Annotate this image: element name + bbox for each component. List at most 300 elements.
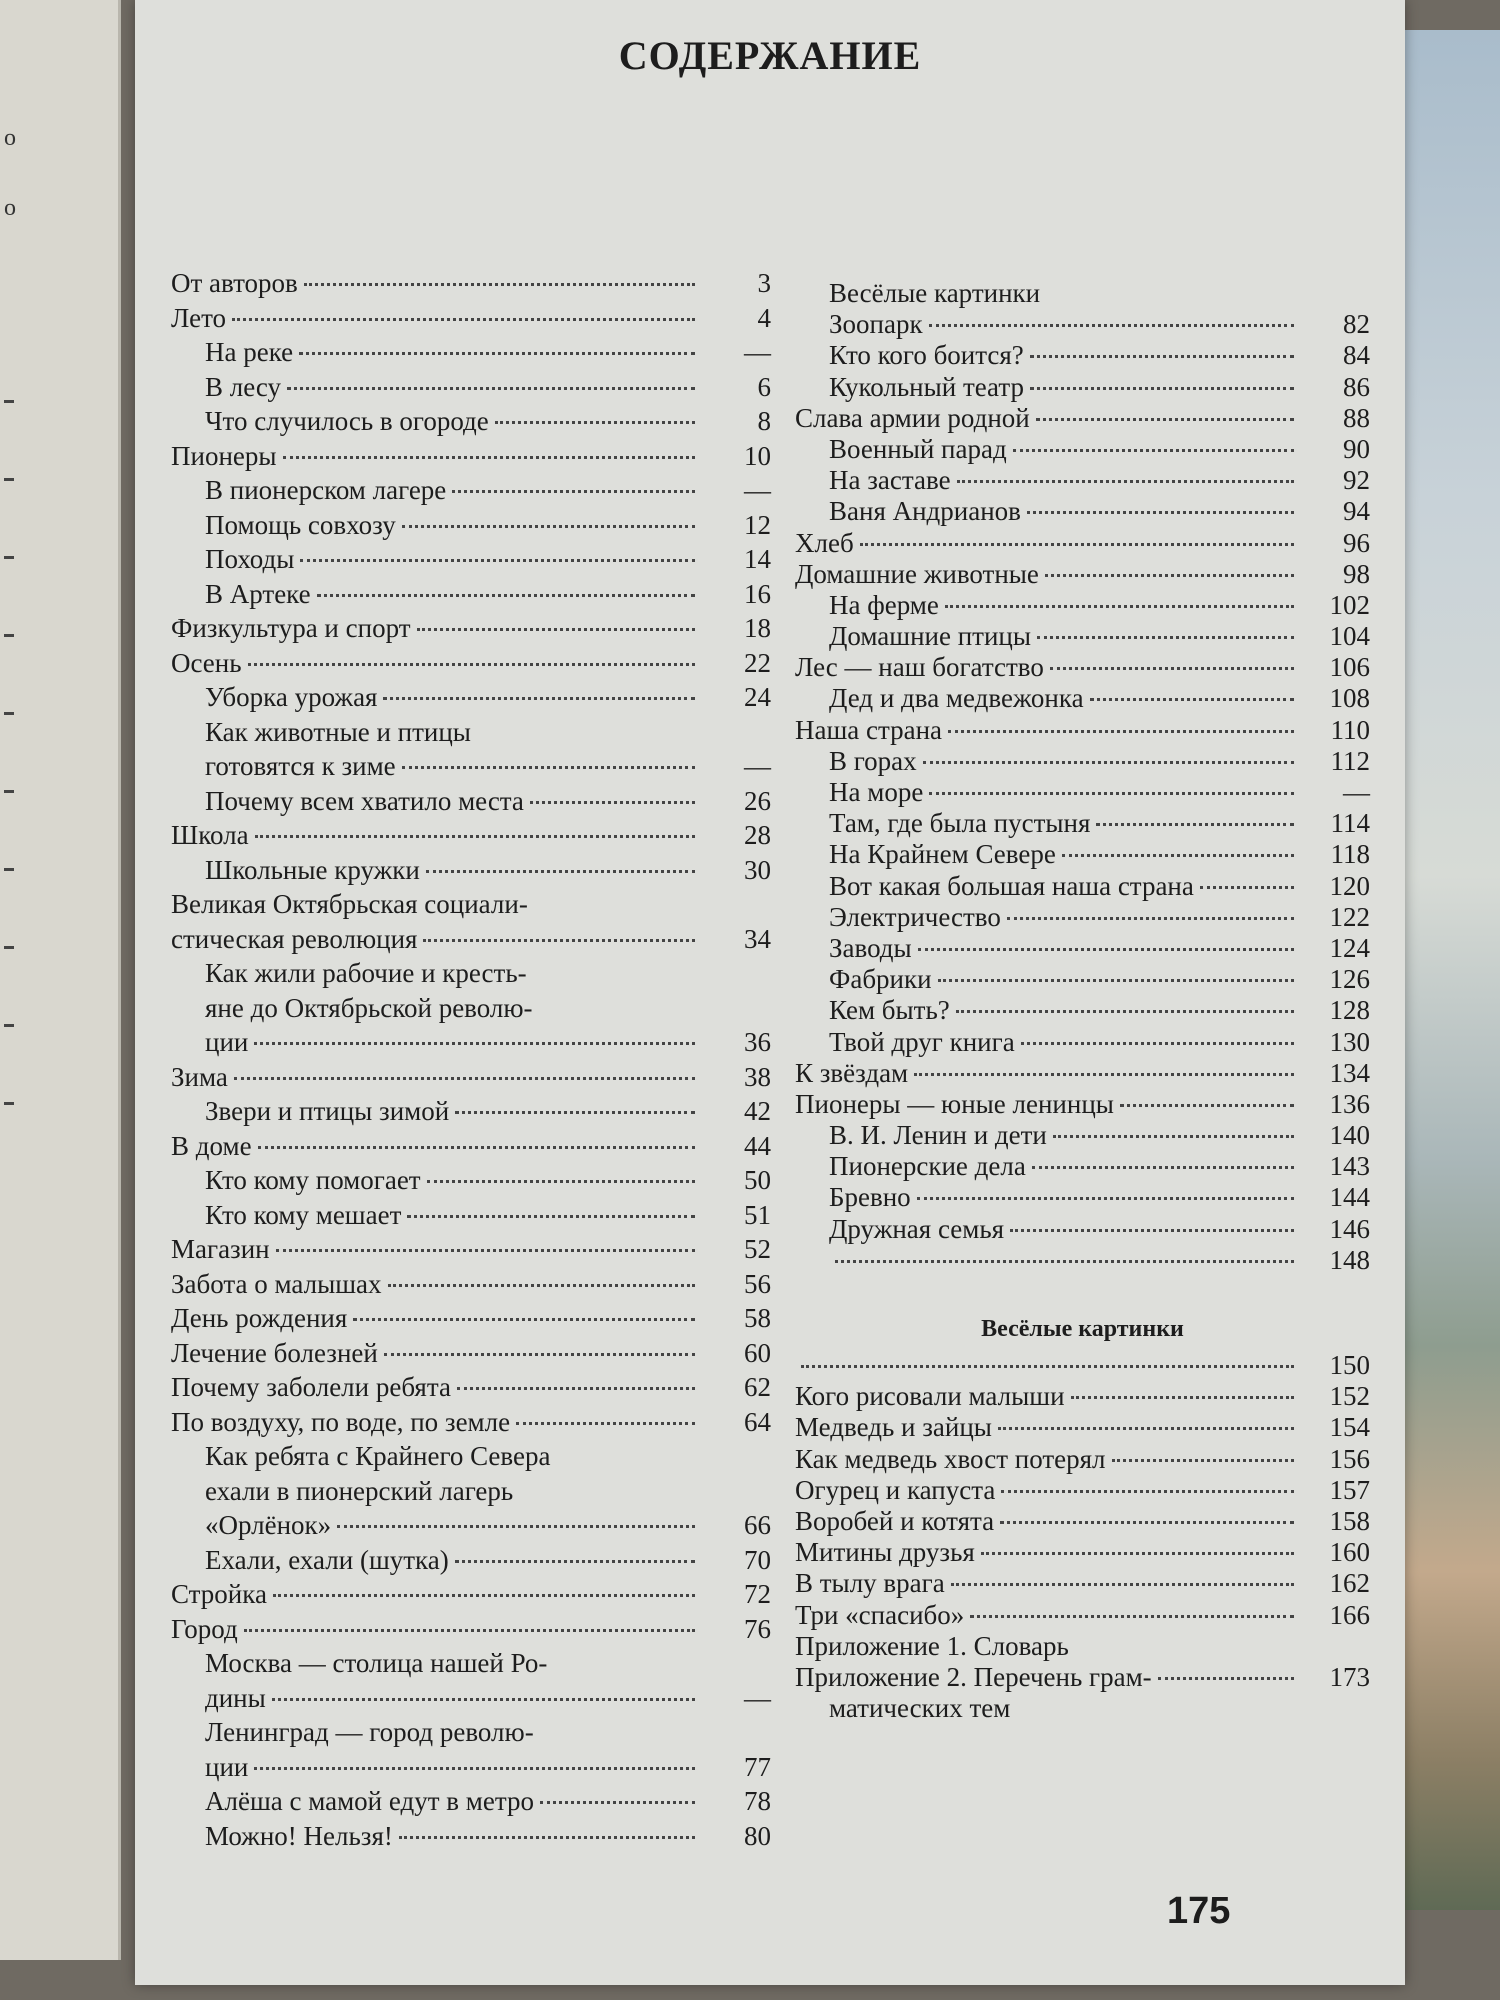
toc-entry-page: 36 — [744, 1027, 771, 1057]
dot-leader — [534, 906, 695, 907]
toc-entry-page: 14 — [744, 544, 771, 574]
toc-entry — [795, 1182, 1370, 1213]
toc-entry — [171, 510, 771, 545]
dot-leader — [1090, 697, 1294, 701]
page-number: 175 — [1167, 1890, 1231, 1932]
toc-entry-title: Кто кому мешает — [205, 1199, 402, 1230]
dot-leader — [540, 1734, 695, 1735]
toc-entry-page: 134 — [1329, 1057, 1370, 1088]
toc-entry-title: Звери и птицы зимой — [205, 1096, 450, 1126]
dot-leader — [383, 696, 695, 700]
toc-entry — [795, 1412, 1370, 1443]
dot-leader — [1200, 885, 1294, 889]
toc-entry — [795, 528, 1370, 559]
toc-entry-title: ехали в пионерский лагерь — [205, 1475, 514, 1506]
toc-entry-title: Физкультура и спорт — [171, 613, 411, 643]
toc-entry-page: 94 — [1343, 496, 1370, 527]
toc-entry-page: 6 — [757, 371, 771, 402]
toc-entry — [171, 1441, 771, 1476]
toc-entry-page: 38 — [744, 1061, 771, 1092]
dot-leader — [232, 317, 695, 321]
toc-entry-title: готовятся к зиме — [205, 751, 396, 781]
edge-mark — [4, 712, 14, 715]
toc-entry — [795, 340, 1370, 371]
toc-entry-title: Огурец и капуста — [795, 1474, 996, 1505]
dot-leader — [556, 1458, 695, 1459]
toc-entry-page: 130 — [1329, 1026, 1370, 1057]
toc-entry — [795, 1444, 1370, 1475]
toc-entry-title: Как жили рабочие и кресть- — [205, 958, 527, 988]
toc-entry-title: Как ребята с Крайнего Севера — [205, 1441, 551, 1471]
toc-entry — [171, 1165, 771, 1200]
toc-entry — [795, 1475, 1370, 1506]
toc-entry — [795, 1693, 1370, 1724]
dot-leader — [540, 1800, 695, 1804]
dot-leader — [234, 1076, 695, 1080]
toc-entry-title: Почему заболели ребята — [171, 1372, 451, 1402]
toc-entry-page: 78 — [744, 1786, 771, 1816]
dot-leader — [317, 593, 695, 597]
toc-entry-title: На заставе — [829, 465, 951, 496]
toc-entry — [795, 1600, 1370, 1631]
toc-entry-title: Бревно — [829, 1182, 911, 1213]
toc-entry-page: 76 — [744, 1613, 771, 1644]
toc-entry-page: 12 — [744, 509, 771, 540]
toc-entry-page: 128 — [1329, 995, 1370, 1026]
toc-entry-title: матических тем — [829, 1693, 1011, 1724]
toc-entry — [171, 1786, 771, 1821]
dot-leader — [423, 938, 695, 942]
toc-entry — [171, 993, 771, 1028]
dot-leader — [1030, 386, 1294, 390]
toc-entry-title: Фабрики — [829, 964, 932, 995]
toc-entry — [795, 1089, 1370, 1120]
dot-leader — [553, 1665, 695, 1666]
toc-entry — [171, 1372, 771, 1407]
toc-entry — [795, 1214, 1370, 1245]
dot-leader — [519, 1493, 695, 1494]
dot-leader — [258, 1145, 695, 1149]
toc-entry — [171, 303, 771, 338]
toc-entry-page: 102 — [1329, 589, 1370, 620]
dot-leader — [1036, 417, 1294, 421]
toc-entry-title: В пионерском лагере — [205, 475, 447, 505]
toc-entry — [171, 1717, 771, 1752]
toc-entry — [795, 1058, 1370, 1089]
dot-leader — [273, 1593, 695, 1597]
toc-entry-page: 173 — [1329, 1661, 1370, 1692]
toc-entry-title: Помощь совхозу — [205, 509, 396, 540]
toc-entry — [795, 559, 1370, 590]
edge-glyph: о — [4, 125, 16, 151]
toc-entry-page: 148 — [1329, 1244, 1370, 1275]
dot-leader — [801, 1364, 1294, 1368]
dot-leader — [417, 627, 695, 631]
toc-entry-page: 143 — [1329, 1151, 1370, 1182]
dot-leader — [998, 1426, 1294, 1430]
dot-leader — [957, 479, 1294, 483]
dot-leader — [477, 734, 695, 735]
toc-entry-page: 60 — [744, 1337, 771, 1368]
toc-entry-page: 56 — [744, 1268, 771, 1299]
adjacent-page-edge — [0, 0, 121, 1960]
toc-entry — [795, 278, 1370, 309]
toc-entry-page: 80 — [744, 1820, 771, 1851]
toc-entry — [795, 683, 1370, 714]
dot-leader — [388, 1283, 695, 1287]
toc-appendix-list — [795, 1350, 1370, 1724]
dot-leader — [956, 1009, 1294, 1013]
dot-leader — [970, 1614, 1294, 1618]
toc-entry-page: 108 — [1329, 683, 1370, 714]
toc-entry-title: Наша страна — [795, 714, 943, 745]
dot-leader — [1021, 1041, 1294, 1045]
toc-entry-title: Домашние животные — [795, 558, 1039, 589]
dot-leader — [1046, 295, 1294, 296]
toc-entry-page: — — [744, 751, 771, 781]
toc-entry-page: 30 — [744, 854, 771, 885]
toc-entry-page: 26 — [744, 785, 771, 816]
toc-entry-page: 51 — [744, 1199, 771, 1230]
toc-entry-title: В тылу врага — [795, 1568, 945, 1599]
edge-mark — [4, 790, 14, 793]
dot-leader — [399, 1835, 695, 1839]
toc-entry-page: 152 — [1329, 1381, 1370, 1412]
toc-entry-title: Лето — [171, 302, 227, 333]
toc-entry — [171, 648, 771, 683]
toc-entry-title: Походы — [205, 544, 295, 574]
toc-entry-page: 24 — [744, 682, 771, 712]
toc-entry — [795, 590, 1370, 621]
toc-entry — [171, 1510, 771, 1545]
toc-entry — [795, 902, 1370, 933]
toc-entry — [795, 746, 1370, 777]
dot-leader — [283, 455, 695, 459]
toc-entry — [171, 1200, 771, 1235]
toc-entry-page: 90 — [1343, 433, 1370, 464]
dot-leader — [457, 1386, 695, 1390]
toc-entry — [171, 544, 771, 579]
toc-entry — [795, 808, 1370, 839]
toc-entry-title: Три «спасибо» — [795, 1599, 965, 1630]
toc-entry-page: 62 — [744, 1372, 771, 1402]
toc-entry-title: Школа — [171, 820, 249, 850]
dot-leader — [299, 351, 695, 355]
dot-leader — [254, 1041, 695, 1045]
dot-leader — [452, 489, 695, 493]
dot-leader — [923, 760, 1294, 764]
toc-entry-page: 22 — [744, 647, 771, 678]
toc-entry-title: Заводы — [829, 932, 912, 963]
toc-entry-page: — — [744, 1682, 771, 1713]
dot-leader — [1010, 1228, 1294, 1232]
dot-leader — [1071, 1395, 1294, 1399]
toc-entry-title: Приложение 2. Перечень грам- — [795, 1661, 1152, 1692]
toc-entry-title: Там, где была пустыня — [829, 808, 1091, 839]
toc-entry-title: На море — [829, 777, 924, 807]
toc-entry-title: Пионеры — юные ленинцы — [795, 1088, 1114, 1119]
toc-entry-page: 28 — [744, 820, 771, 850]
toc-entry — [171, 1648, 771, 1683]
dot-leader — [981, 1551, 1294, 1555]
toc-entry-page: 126 — [1329, 964, 1370, 995]
toc-entry-page: 4 — [757, 302, 771, 333]
toc-entry-title: Вот какая большая наша страна — [829, 870, 1194, 901]
toc-entry-title: Магазин — [171, 1234, 270, 1264]
toc-entry-title: ции — [205, 1751, 249, 1782]
toc-entry-page: 157 — [1329, 1474, 1370, 1505]
toc-entry-page: 88 — [1343, 402, 1370, 433]
toc-entry-page: 160 — [1329, 1537, 1370, 1568]
dot-leader — [929, 323, 1294, 327]
dot-leader — [384, 1352, 695, 1356]
toc-entry — [795, 652, 1370, 683]
dot-leader — [337, 1524, 695, 1528]
toc-entry — [795, 1350, 1370, 1381]
edge-mark — [4, 400, 14, 403]
toc-entry — [795, 1027, 1370, 1058]
toc-entry-title: Лечение болезней — [171, 1337, 378, 1368]
dot-leader — [948, 729, 1294, 733]
dot-leader — [539, 1010, 695, 1011]
toc-entry-page: 144 — [1329, 1182, 1370, 1213]
toc-entry — [795, 839, 1370, 870]
toc-entry-page: 140 — [1329, 1120, 1370, 1151]
dot-leader — [1013, 448, 1294, 452]
toc-entry — [795, 434, 1370, 465]
toc-entry-title: По воздуху, по воде, по земле — [171, 1406, 511, 1437]
dot-leader — [254, 1766, 695, 1770]
edge-mark — [4, 634, 14, 637]
dot-leader — [918, 947, 1294, 951]
toc-entry-title: Дружная семья — [829, 1213, 1005, 1244]
toc-entry-page: 64 — [744, 1406, 771, 1437]
section-heading: Весёлые картинки — [981, 1316, 1184, 1342]
toc-entry — [171, 1579, 771, 1614]
toc-entry-page: 77 — [744, 1751, 771, 1782]
toc-entry-page: 58 — [744, 1303, 771, 1333]
toc-entry-title: Ваня Андрианов — [829, 496, 1021, 527]
toc-entry-page: 82 — [1343, 309, 1370, 340]
toc-entry-title: В. И. Ленин и дети — [829, 1120, 1047, 1151]
dot-leader — [516, 1421, 695, 1425]
toc-entry — [171, 1062, 771, 1097]
toc-entry-page: 112 — [1330, 745, 1370, 776]
toc-entry-title: В горах — [829, 745, 917, 776]
book-page — [135, 0, 1405, 1985]
dot-leader — [951, 1582, 1294, 1586]
toc-entry-page: 114 — [1330, 808, 1370, 839]
toc-entry — [795, 1120, 1370, 1151]
toc-entry-title: яне до Октябрьской револю- — [205, 992, 533, 1023]
toc-entry-title: Что случилось в огороде — [205, 406, 489, 436]
dot-leader — [255, 834, 695, 838]
dot-leader — [1120, 1103, 1294, 1107]
toc-entry-title: дины — [205, 1682, 266, 1713]
dot-leader — [945, 604, 1294, 608]
toc-entry-title: Можно! Нельзя! — [205, 1820, 393, 1851]
toc-entry-page: — — [1343, 777, 1370, 807]
toc-entry — [795, 1568, 1370, 1599]
dot-leader — [248, 662, 695, 666]
toc-entry-title: На реке — [205, 337, 294, 367]
dot-leader — [929, 791, 1294, 795]
toc-entry-title: Алёша с мамой едут в метро — [205, 1786, 534, 1816]
toc-entry-page: 118 — [1330, 839, 1370, 870]
dot-leader — [402, 524, 695, 528]
toc-entry — [795, 995, 1370, 1026]
toc-entry-title: «Орлёнок» — [205, 1510, 332, 1540]
toc-entry-title: Уборка урожая — [205, 682, 378, 712]
dot-leader — [304, 282, 695, 286]
dot-leader — [917, 1196, 1294, 1200]
toc-entry-title: В Артеке — [205, 578, 311, 609]
toc-entry — [171, 613, 771, 648]
toc-entry — [171, 855, 771, 890]
toc-entry-page: 18 — [744, 613, 771, 643]
toc-entry-title: Москва — столица нашей Ро- — [205, 1648, 548, 1678]
toc-entry-title: Военный парад — [829, 433, 1007, 464]
toc-entry-title: Пионерские дела — [829, 1151, 1026, 1182]
dot-leader — [455, 1559, 695, 1563]
toc-entry — [171, 1303, 771, 1338]
toc-entry-page: 106 — [1329, 652, 1370, 683]
toc-entry-title: Медведь и зайцы — [795, 1412, 992, 1443]
toc-entry-title: К звёздам — [795, 1057, 909, 1088]
dot-leader — [1045, 573, 1294, 577]
toc-entry-title: Дед и два медвежонка — [829, 683, 1084, 714]
toc-entry-page: 104 — [1329, 621, 1370, 652]
toc-entry — [171, 1545, 771, 1580]
toc-entry-page: — — [744, 475, 771, 505]
toc-entry — [795, 1381, 1370, 1412]
dot-leader — [1007, 916, 1294, 920]
toc-entry-page: 98 — [1343, 558, 1370, 589]
toc-right-main-list — [795, 278, 1370, 1276]
toc-entry-page: 84 — [1343, 340, 1370, 371]
toc-entry-page: 156 — [1329, 1443, 1370, 1474]
toc-entry-page: 158 — [1329, 1505, 1370, 1536]
toc-entry-page: 166 — [1329, 1599, 1370, 1630]
toc-entry-title: Пионеры — [171, 440, 277, 471]
edge-glyph: о — [4, 195, 16, 221]
toc-entry — [171, 1131, 771, 1166]
toc-entry-title: Школьные кружки — [205, 854, 420, 885]
toc-entry — [795, 403, 1370, 434]
toc-entry-title: Кем быть? — [829, 995, 950, 1026]
dot-leader — [1062, 853, 1294, 857]
dot-leader — [530, 800, 695, 804]
toc-entry — [171, 475, 771, 510]
toc-entry-page: 66 — [744, 1510, 771, 1540]
toc-entry-title: Твой друг книга — [829, 1026, 1015, 1057]
toc-entry — [171, 1821, 771, 1856]
toc-entry-page: 44 — [744, 1130, 771, 1161]
toc-entry — [795, 777, 1370, 808]
toc-entry-title: Осень — [171, 647, 242, 678]
toc-entry-title: стическая революция — [171, 923, 418, 954]
toc-entry — [171, 1407, 771, 1442]
toc-entry-title: Почему всем хватило места — [205, 785, 524, 816]
toc-entry-title: Зима — [171, 1061, 228, 1092]
toc-entry — [171, 924, 771, 959]
toc-entry-page: 96 — [1343, 527, 1370, 558]
toc-entry — [171, 337, 771, 372]
toc-entry — [171, 1752, 771, 1787]
dot-leader — [455, 1110, 695, 1114]
toc-entry — [171, 1096, 771, 1131]
edge-mark — [4, 1102, 14, 1105]
toc-entry-title: Зоопарк — [829, 309, 923, 340]
dot-leader — [287, 386, 695, 390]
toc-entry-title: Хлеб — [795, 527, 854, 558]
dot-leader — [938, 978, 1294, 982]
toc-entry — [171, 717, 771, 752]
toc-entry-title: Забота о малышах — [171, 1268, 382, 1299]
toc-entry-page: 50 — [744, 1165, 771, 1195]
toc-entry — [795, 871, 1370, 902]
edge-mark — [4, 946, 14, 949]
toc-entry — [795, 1506, 1370, 1537]
toc-right-column — [795, 278, 1370, 1724]
toc-entry-title: День рождения — [171, 1303, 348, 1333]
dot-leader — [402, 765, 695, 769]
toc-entry-title: В доме — [171, 1130, 252, 1161]
toc-entry — [795, 621, 1370, 652]
toc-entry-page: 70 — [744, 1544, 771, 1575]
toc-entry-page: 146 — [1329, 1213, 1370, 1244]
toc-entry — [795, 465, 1370, 496]
toc-entry-title: Как животные и птицы — [205, 716, 471, 747]
toc-entry — [171, 751, 771, 786]
toc-entry — [795, 933, 1370, 964]
dot-leader — [427, 1179, 695, 1183]
toc-entry-title: В лесу — [205, 371, 282, 402]
cover-illustration — [1390, 30, 1500, 1910]
toc-entry-page: 92 — [1343, 465, 1370, 496]
toc-entry-page: 122 — [1329, 901, 1370, 932]
toc-entry-title: Воробей и котята — [795, 1505, 995, 1536]
toc-entry-title: Кукольный театр — [829, 371, 1024, 402]
toc-entry-title: Лес — наш богатство — [795, 652, 1044, 683]
dot-leader — [1032, 1165, 1294, 1169]
toc-entry-title: Весёлые картинки — [829, 278, 1041, 308]
toc-entry-page: 42 — [744, 1096, 771, 1126]
toc-entry-title: На ферме — [829, 589, 939, 620]
dot-leader — [495, 420, 695, 424]
toc-entry — [171, 372, 771, 407]
dot-leader — [300, 558, 695, 562]
dot-leader — [1030, 354, 1294, 358]
dot-leader — [1112, 1458, 1294, 1462]
toc-entry-title: Слава армии родной — [795, 402, 1030, 433]
toc-entry — [171, 682, 771, 717]
dot-leader — [1053, 1134, 1294, 1138]
dot-leader — [244, 1628, 695, 1632]
toc-entry-page: 154 — [1329, 1412, 1370, 1443]
toc-entry-page: 16 — [744, 578, 771, 609]
toc-entry — [795, 1662, 1370, 1693]
dot-leader — [1050, 666, 1294, 670]
dot-leader — [407, 1214, 695, 1218]
dot-leader — [533, 975, 695, 976]
toc-entry-title: Домашние птицы — [829, 621, 1031, 652]
dot-leader — [1037, 635, 1294, 639]
toc-entry — [795, 964, 1370, 995]
toc-entry-page: 124 — [1329, 932, 1370, 963]
toc-left-column — [171, 268, 771, 1855]
toc-entry — [171, 1614, 771, 1649]
